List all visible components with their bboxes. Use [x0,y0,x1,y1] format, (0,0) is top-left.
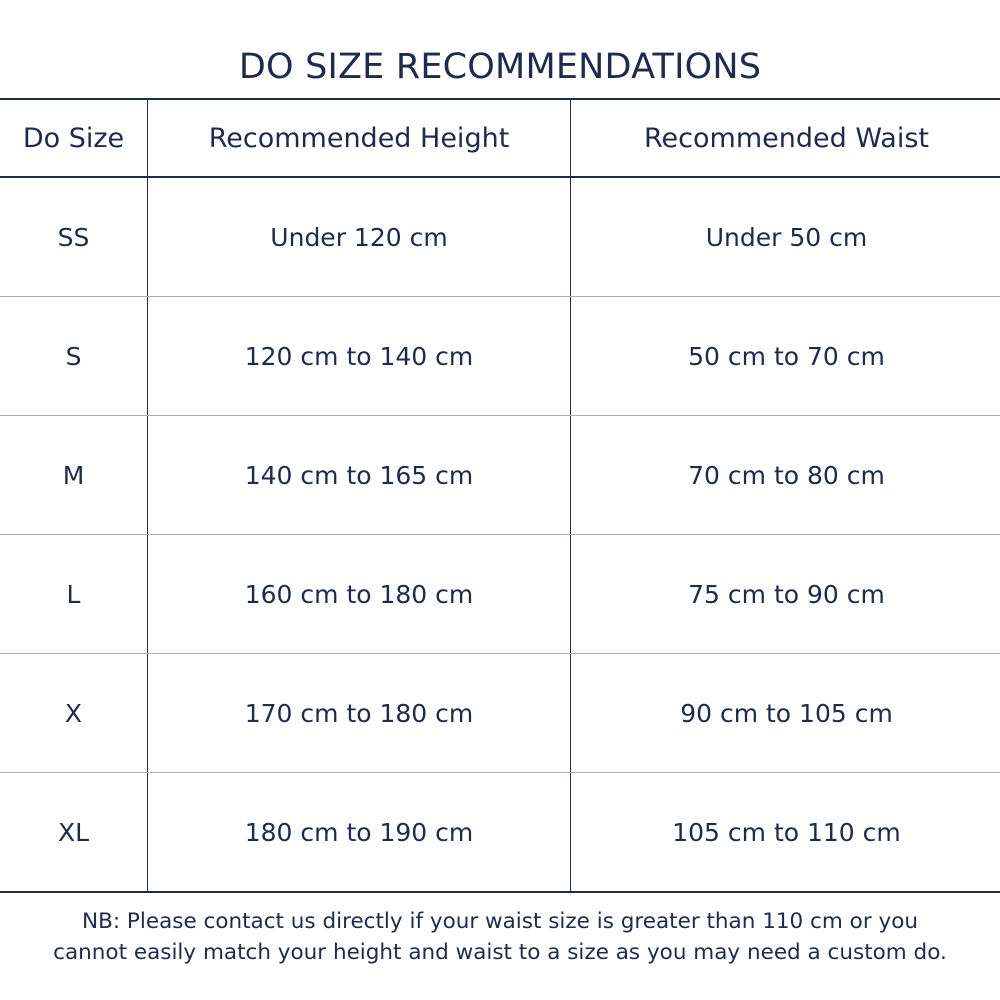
cell-height: 160 cm to 180 cm [148,535,571,654]
cell-size: X [0,654,148,773]
cell-size: S [0,297,148,416]
table-header [0,99,1000,177]
column-header-height: Recommended Height [148,99,571,177]
cell-height: 120 cm to 140 cm [148,297,571,416]
footer-note [0,893,1000,968]
table-header-row [0,99,1000,177]
cell-height: 140 cm to 165 cm [148,416,571,535]
footer-note-line-2: cannot easily match your height and waist to a size as you may need a custom do. [53,939,947,965]
size-recommendations-table [0,98,1000,893]
cell-waist: Under 50 cm [571,177,1000,297]
footer-note-line-1: NB: Please contact us directly if your waist size is greater than 110 cm or you [82,909,918,934]
cell-waist: 70 cm to 80 cm [571,416,1000,535]
table-row [0,177,1000,297]
column-header-waist: Recommended Waist [571,99,1000,177]
cell-waist: 75 cm to 90 cm [571,535,1000,654]
cell-waist: 50 cm to 70 cm [571,297,1000,416]
column-header-size: Do Size [0,99,148,177]
cell-size: SS [0,177,148,297]
cell-waist: 90 cm to 105 cm [571,654,1000,773]
table-row [0,535,1000,654]
page-title: DO SIZE RECOMMENDATIONS [238,47,762,87]
table-row [0,654,1000,773]
table-row [0,773,1000,893]
table-body [0,177,1000,892]
cell-size: L [0,535,148,654]
cell-height: 180 cm to 190 cm [148,773,571,893]
cell-height: Under 120 cm [148,177,571,297]
cell-size: M [0,416,148,535]
cell-waist: 105 cm to 110 cm [571,773,1000,893]
table-row [0,416,1000,535]
table-row [0,297,1000,416]
cell-height: 170 cm to 180 cm [148,654,571,773]
cell-size: XL [0,773,148,893]
